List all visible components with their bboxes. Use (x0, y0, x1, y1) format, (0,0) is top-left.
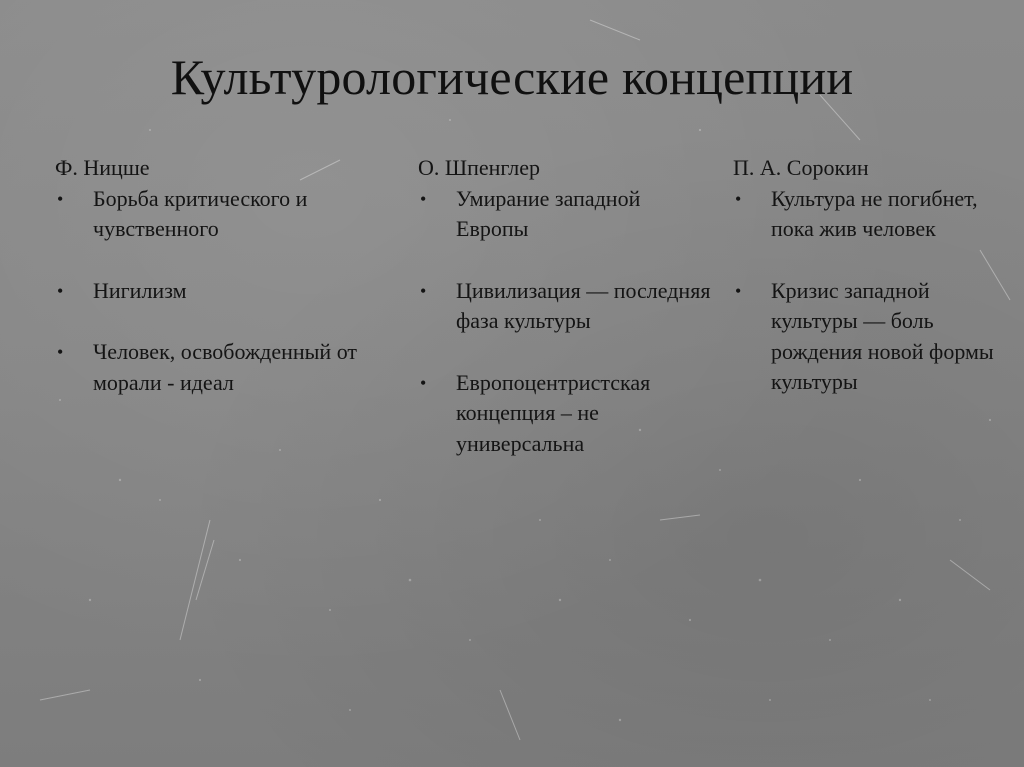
bullet-icon: • (420, 372, 427, 393)
list-item-text: Европоцентристская концепция – не универсальна (456, 369, 651, 456)
bullet-icon: • (57, 280, 64, 301)
list-item (55, 184, 375, 245)
list-item (55, 337, 375, 398)
column-spengler (418, 153, 718, 459)
bullet-list (55, 184, 375, 399)
bullet-icon: • (735, 280, 742, 301)
bullet-icon: • (57, 342, 64, 362)
author-name: О. Шпенглер (418, 155, 541, 180)
list-item (733, 276, 1003, 398)
list-item (418, 184, 718, 245)
slide-title: Культурологические концепции (170, 49, 854, 105)
bullet-icon: • (57, 188, 64, 209)
list-item-text: Умирание западной Европы (456, 185, 641, 241)
list-item (55, 276, 375, 307)
list-item-text: Цивилизация — последняя фаза культуры (456, 277, 711, 333)
column-sorokin (733, 153, 1003, 398)
list-item (733, 184, 1003, 245)
list-item-text: Нигилизм (93, 277, 187, 303)
bullet-icon: • (420, 188, 427, 209)
list-item (418, 368, 718, 460)
list-item (418, 276, 718, 337)
bullet-icon: • (420, 280, 427, 301)
list-item-text: Культура не погибнет, пока жив человек (771, 185, 978, 241)
author-name: П. А. Сорокин (733, 155, 869, 180)
bullet-icon: • (735, 188, 742, 209)
list-item-text: Человек, освобожденный от морали - идеал (93, 339, 358, 395)
list-item-text: Кризис западной культуры — боль рождения новой формы культуры (771, 277, 994, 394)
column-nietzsche (55, 153, 375, 398)
list-item-text: Борьба критического и чувственного (93, 185, 308, 241)
bullet-list (733, 184, 1003, 398)
bullet-list (418, 184, 718, 460)
author-name: Ф. Ницше (55, 155, 150, 180)
